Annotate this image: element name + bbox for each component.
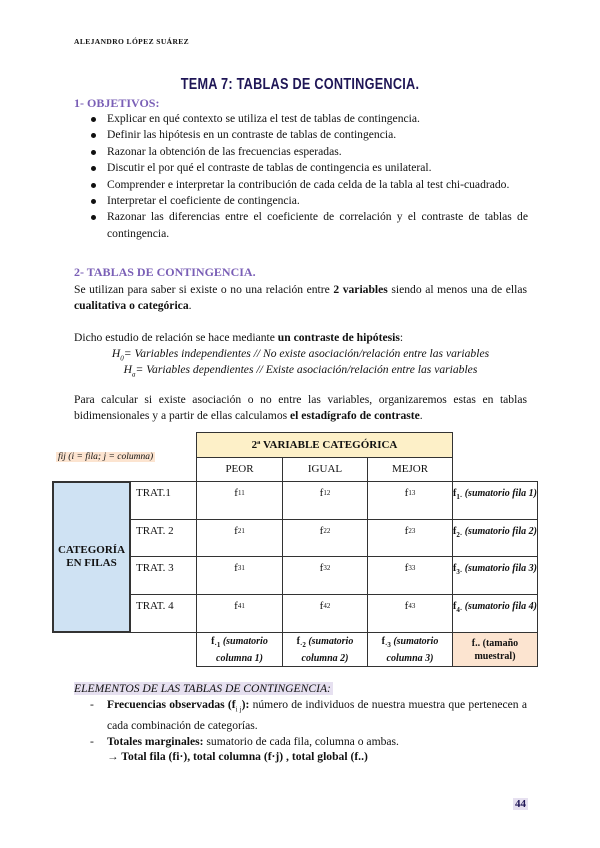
page-title: TEMA 7: TABLAS DE CONTINGENCIA. <box>180 76 420 93</box>
row-total: $f_{2\cdot}$ (sumatorio fila 2) <box>452 519 538 557</box>
list-item: - Totales marginales: sumatorio de cada fila, columna o ambas. <box>90 734 527 750</box>
column-header: PEOR <box>196 457 283 482</box>
table-cell: f 33 <box>367 556 453 595</box>
hypothesis-paragraph: Dicho estudio de relación se hace mediante un contraste de hipótesis: <box>74 331 404 344</box>
author-header: ALEJANDRO LÓPEZ SUÁREZ <box>74 37 190 46</box>
row-label-text: TRAT.1 <box>136 487 171 499</box>
row-label <box>130 594 197 633</box>
row-label <box>130 519 197 557</box>
table-cell: f 41 <box>196 594 283 633</box>
column-header: IGUAL <box>282 457 368 482</box>
section-heading-tablas: 2- TABLAS DE CONTINGENCIA. <box>74 265 256 279</box>
table-cell: f 42 <box>282 594 368 633</box>
list-item: Discutir el por qué el contraste de tablas de contingencia es unilateral. <box>90 160 528 176</box>
list-item: Razonar las diferencias entre el coeficiente de correlación y el contraste de tablas de contingencia. <box>90 209 528 242</box>
table-cell: f 12 <box>282 481 368 520</box>
page-number: 44 <box>515 798 526 810</box>
row-total: $f_{1\cdot}$ (sumatorio fila 1) <box>452 481 538 520</box>
row-label-text: TRAT. 3 <box>136 562 174 574</box>
list-item: Comprender e interpretar la contribución de cada celda de la tabla al test chi-cuadrado. <box>90 177 528 193</box>
section-heading-objetivos: 1- OBJETIVOS: <box>74 96 160 110</box>
fij-note: fij (i = fila; j = columna) <box>58 452 154 462</box>
table-cell: f 23 <box>367 519 453 557</box>
null-hypothesis: $H_0=$ Variables independientes // No existe asociación/relación entre las variables <box>111 347 490 363</box>
grand-total: f.. (tamaño muestral) <box>452 632 538 667</box>
list-item: - Frecuencias observadas $(f_{i j})$: número de individuos de nuestra muestra que pertenecen a cada combinación de categorías. <box>90 697 527 734</box>
row-variable-header: CATEGORÍA EN FILAS <box>52 481 131 633</box>
table-cell: f 31 <box>196 556 283 595</box>
objectives-list <box>90 111 528 242</box>
table-cell: f 21 <box>196 519 283 557</box>
column-total: $f_{\cdot 3}$ (sumatorio columna 3) <box>367 632 453 667</box>
row-total: $f_{4\cdot}$ (sumatorio fila 4) <box>452 594 538 633</box>
table-cell: f 13 <box>367 481 453 520</box>
alt-hypothesis: $H_a=$ Variables dependientes // Existe asociación/relación entre las variables <box>123 363 478 379</box>
column-variable-header: 2ª VARIABLE CATEGÓRICA <box>196 432 453 458</box>
list-item: Definir las hipótesis en un contraste de tablas de contingencia. <box>90 127 528 143</box>
row-total: $f_{3\cdot}$ (sumatorio fila 3) <box>452 556 538 595</box>
totals-line: → Total fila (fi·), total columna (f·j) , total global (f..) <box>107 750 368 764</box>
row-label <box>130 481 197 520</box>
list-item: Explicar en qué contexto se utiliza el test de tablas de contingencia. <box>90 111 528 127</box>
row-label <box>130 556 197 595</box>
table-cell: f 32 <box>282 556 368 595</box>
table-cell: f 11 <box>196 481 283 520</box>
elements-heading: ELEMENTOS DE LAS TABLAS DE CONTINGENCIA: <box>74 682 331 695</box>
table-cell: f 43 <box>367 594 453 633</box>
row-label-text: TRAT. 4 <box>136 600 174 612</box>
table-cell: f 22 <box>282 519 368 557</box>
elements-list <box>90 697 527 765</box>
column-total: $f_{\cdot 2}$ (sumatorio columna 2) <box>282 632 368 667</box>
table-paragraph: Para calcular si existe asociación o no entre las variables, organizaremos estas en tablas bidimensionales y a partir de ellas calculamos el estadígrafo de contraste. <box>74 393 527 423</box>
column-header: MEJOR <box>367 457 453 482</box>
intro-paragraph: Se utilizan para saber si existe o no una relación entre 2 variables siendo al menos una de ellas cualitativa o categórica. <box>74 283 528 313</box>
list-item: Interpretar el coeficiente de contingencia. <box>90 193 528 209</box>
column-total: $f_{\cdot 1}$ (sumatorio columna 1) <box>196 632 283 667</box>
list-item: Razonar la obtención de las frecuencias esperadas. <box>90 144 528 160</box>
row-label-text: TRAT. 2 <box>136 525 174 537</box>
